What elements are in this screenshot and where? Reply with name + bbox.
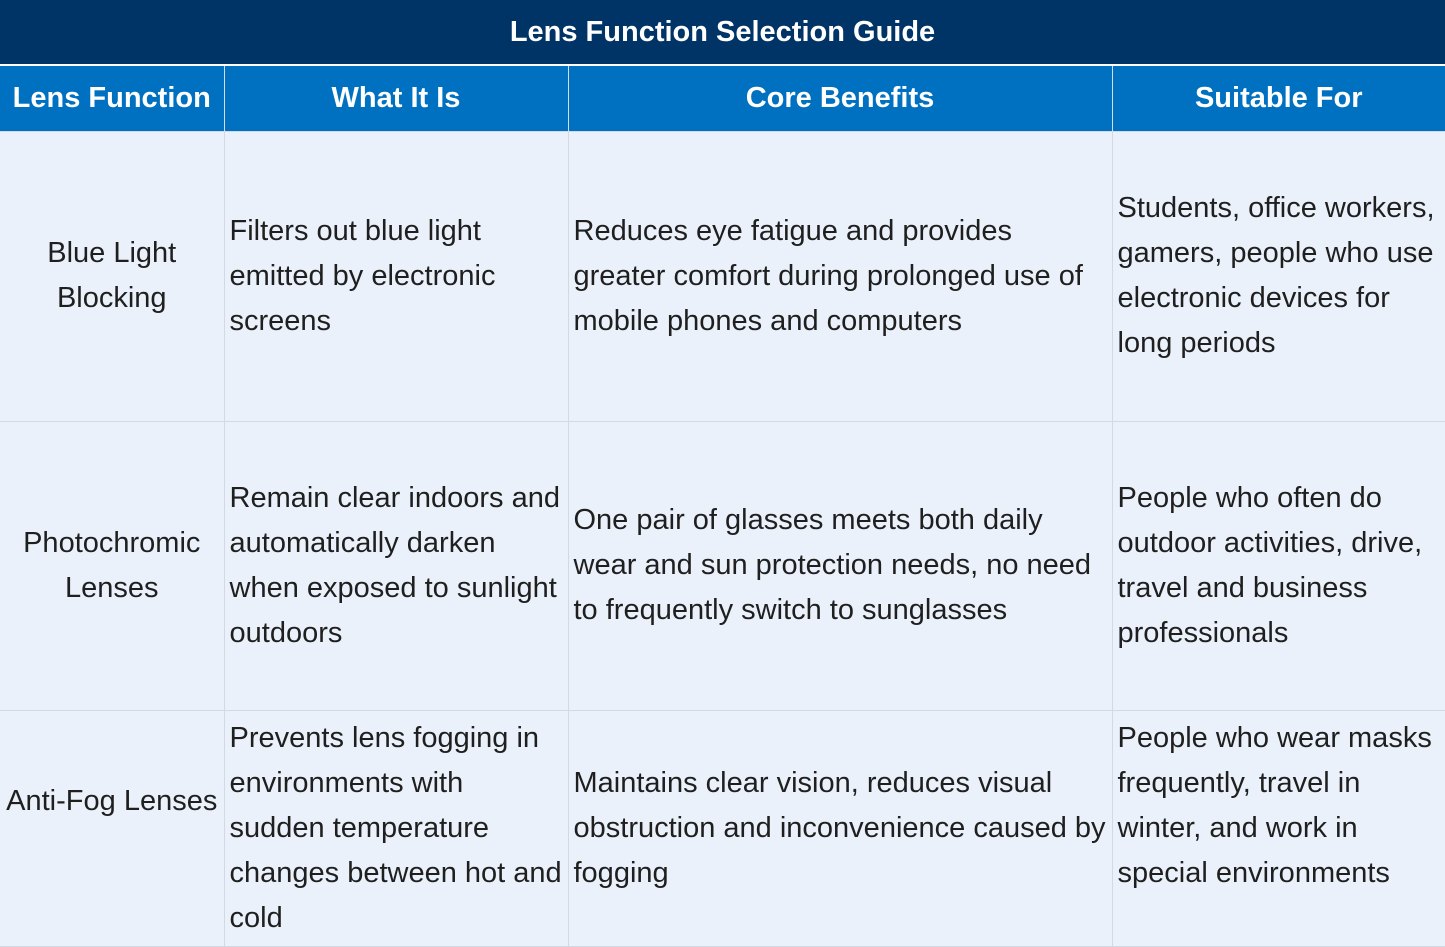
header-suitable-for: Suitable For <box>1112 65 1445 131</box>
table-row <box>0 131 1445 421</box>
cell-core-benefits: Reduces eye fatigue and provides greater comfort during prolonged use of mobile phones and computers <box>568 131 1112 421</box>
cell-what-it-is <box>224 710 568 946</box>
cell-suitable-for <box>1112 710 1445 946</box>
cell-core-benefits <box>568 710 1112 946</box>
cell-core-benefits: One pair of glasses meets both daily wear and sun protection needs, no need to frequently switch to sunglasses <box>568 421 1112 710</box>
table-title: Lens Function Selection Guide <box>0 0 1445 65</box>
table-row <box>0 421 1445 710</box>
cell-what-it-is: Filters out blue light emitted by electronic screens <box>224 131 568 421</box>
cell-text: Maintains clear vision, reduces visual obstruction and inconvenience caused by fogging <box>573 766 1106 889</box>
cell-text: Anti-Fog Lenses <box>6 784 218 817</box>
header-core-benefits: Core Benefits <box>568 65 1112 131</box>
cell-suitable-for: Students, office workers, gamers, people who use electronic devices for long periods <box>1112 131 1445 421</box>
cell-suitable-for: People who often do outdoor activities, drive, travel and business professionals <box>1112 421 1445 710</box>
cell-lens-function <box>0 710 224 946</box>
cell-what-it-is: Remain clear indoors and automatically darken when exposed to sunlight outdoors <box>224 421 568 710</box>
cell-text: People who wear masks frequently, travel in winter, and work in special environments <box>1117 721 1432 889</box>
header-lens-function: Lens Function <box>0 65 224 131</box>
cell-lens-function: Blue Light Blocking <box>0 131 224 421</box>
header-what-it-is: What It Is <box>224 65 568 131</box>
table-header-row <box>0 65 1445 131</box>
table-title-row <box>0 0 1445 65</box>
table-row <box>0 710 1445 946</box>
cell-text: Prevents lens fogging in environments with sudden temperature changes between hot and cold <box>229 721 562 934</box>
cell-lens-function: Photochromic Lenses <box>0 421 224 710</box>
